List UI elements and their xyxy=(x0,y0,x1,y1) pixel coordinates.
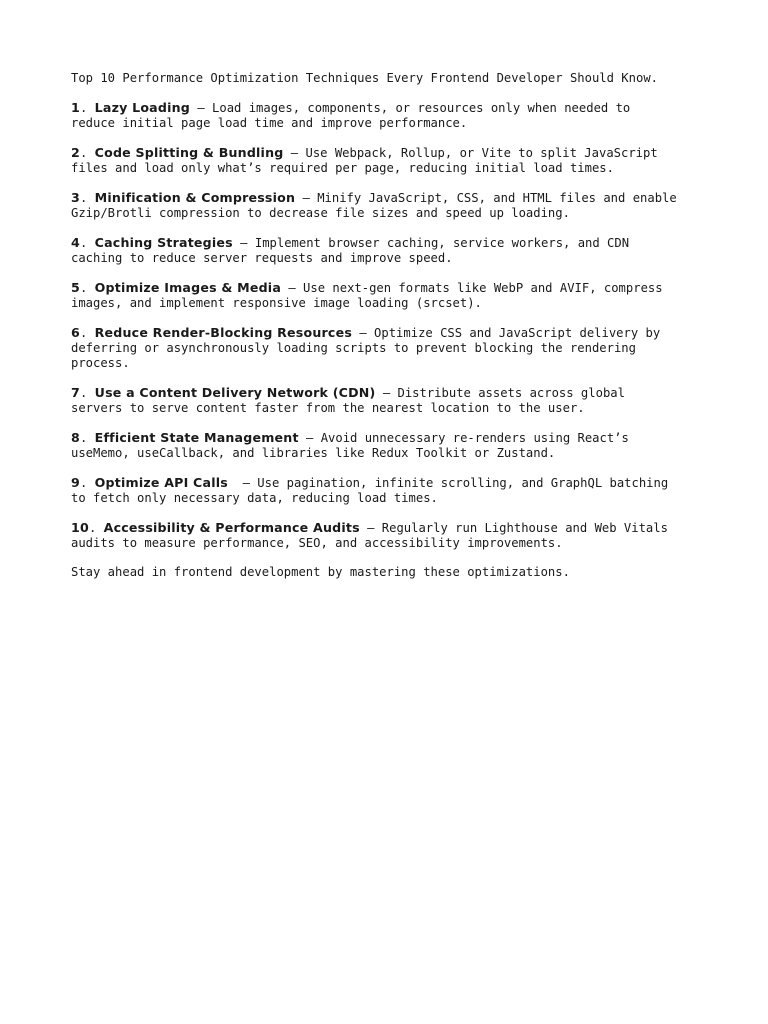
item-number: 5 xyxy=(71,280,80,295)
item-separator: – xyxy=(190,101,213,115)
item-description-line-1: Use next-gen formats like WebP and AVIF, compress xyxy=(303,281,663,295)
item-separator: – xyxy=(295,191,318,205)
list-item xyxy=(71,280,711,311)
outro-text: Stay ahead in frontend development by mastering these optimizations. xyxy=(71,565,570,579)
item-description-line-1: Regularly run Lighthouse and Web Vitals xyxy=(381,521,668,535)
list-item xyxy=(71,190,711,221)
item-number: 7 xyxy=(71,385,80,400)
item-description-line-2: useMemo, useCallback, and libraries like Redux Toolkit or Zustand. xyxy=(71,446,556,460)
item-description-line-2: audits to measure performance, SEO, and accessibility improvements. xyxy=(71,536,563,550)
list-item xyxy=(71,325,711,371)
item-first-line xyxy=(71,520,711,536)
item-number-dot: . xyxy=(79,431,95,445)
item-description-line-1: Avoid unnecessary re-renders using React’s xyxy=(320,431,629,445)
item-number-dot: . xyxy=(79,101,95,115)
item-first-line xyxy=(71,475,711,491)
item-title: Lazy Loading xyxy=(94,100,190,115)
item-number-dot: . xyxy=(88,521,104,535)
item-first-line xyxy=(71,145,711,161)
item-title: Use a Content Delivery Network (CDN) xyxy=(94,385,376,400)
item-separator: – xyxy=(375,386,398,400)
item-description-line-1: Use Webpack, Rollup, or Vite to split JavaScript xyxy=(305,146,658,160)
item-number: 3 xyxy=(71,190,80,205)
item-separator: – xyxy=(283,146,306,160)
item-number: 2 xyxy=(71,145,80,160)
document-page xyxy=(71,71,711,594)
item-title: Reduce Render-Blocking Resources xyxy=(94,325,353,340)
technique-list xyxy=(71,100,711,551)
list-item xyxy=(71,235,711,266)
item-first-line xyxy=(71,190,711,206)
list-item xyxy=(71,430,711,461)
item-title: Optimize Images & Media xyxy=(94,280,282,295)
item-number-dot: . xyxy=(79,326,95,340)
item-title: Code Splitting & Bundling xyxy=(94,145,284,160)
item-description-line-1: Use pagination, infinite scrolling, and GraphQL batching xyxy=(257,476,669,490)
item-title: Minification & Compression xyxy=(94,190,296,205)
list-item xyxy=(71,475,711,506)
list-item xyxy=(71,100,711,131)
item-description-line-2: to fetch only necessary data, reducing load times. xyxy=(71,491,438,505)
item-number: 8 xyxy=(71,430,80,445)
item-separator: – xyxy=(359,521,382,535)
list-item xyxy=(71,520,711,551)
item-number-dot: . xyxy=(79,386,95,400)
item-description-line-1: Minify JavaScript, CSS, and HTML files and enable xyxy=(317,191,677,205)
item-description-line-1: Distribute assets across global xyxy=(397,386,625,400)
item-number: 4 xyxy=(71,235,80,250)
item-description-line-1: Load images, components, or resources only when needed to xyxy=(212,101,631,115)
item-description-line-2: Gzip/Brotli compression to decrease file sizes and speed up loading. xyxy=(71,206,570,220)
item-first-line xyxy=(71,385,711,401)
item-first-line xyxy=(71,235,711,251)
item-separator: – xyxy=(281,281,304,295)
item-number: 9 xyxy=(71,475,80,490)
item-first-line xyxy=(71,100,711,116)
list-item xyxy=(71,385,711,416)
item-description-line-3: process. xyxy=(71,356,130,370)
item-number-dot: . xyxy=(79,191,95,205)
item-description-line-2: images, and implement responsive image loading (srcset). xyxy=(71,296,482,310)
item-number: 6 xyxy=(71,325,80,340)
item-description-line-2: reduce initial page load time and improve performance. xyxy=(71,116,468,130)
item-number: 10 xyxy=(71,520,89,535)
item-description-line-1: Optimize CSS and JavaScript delivery by xyxy=(374,326,661,340)
item-number-dot: . xyxy=(79,476,95,490)
item-number-dot: . xyxy=(79,146,95,160)
item-description-line-2: deferring or asynchronously loading scripts to prevent blocking the rendering xyxy=(71,341,636,355)
item-first-line xyxy=(71,280,711,296)
item-description-line-2: servers to serve content faster from the nearest location to the user. xyxy=(71,401,585,415)
item-description-line-1: Implement browser caching, service workers, and CDN xyxy=(254,236,630,250)
item-separator: – xyxy=(352,326,375,340)
item-title: Caching Strategies xyxy=(94,235,233,250)
item-description-line-2: files and load only what’s required per page, reducing initial load times. xyxy=(71,161,614,175)
item-title: Efficient State Management xyxy=(94,430,299,445)
item-first-line xyxy=(71,430,711,446)
item-first-line xyxy=(71,325,711,341)
item-number-dot: . xyxy=(79,236,95,250)
intro-text: Top 10 Performance Optimization Techniques Every Frontend Developer Should Know. xyxy=(71,71,658,85)
item-title: Optimize API Calls xyxy=(94,475,228,490)
item-separator: – xyxy=(227,476,258,490)
list-item xyxy=(71,145,711,176)
item-number-dot: . xyxy=(79,281,95,295)
item-separator: – xyxy=(298,431,321,445)
item-title: Accessibility & Performance Audits xyxy=(103,520,360,535)
item-separator: – xyxy=(232,236,255,250)
item-description-line-2: caching to reduce server requests and improve speed. xyxy=(71,251,453,265)
item-number: 1 xyxy=(71,100,80,115)
